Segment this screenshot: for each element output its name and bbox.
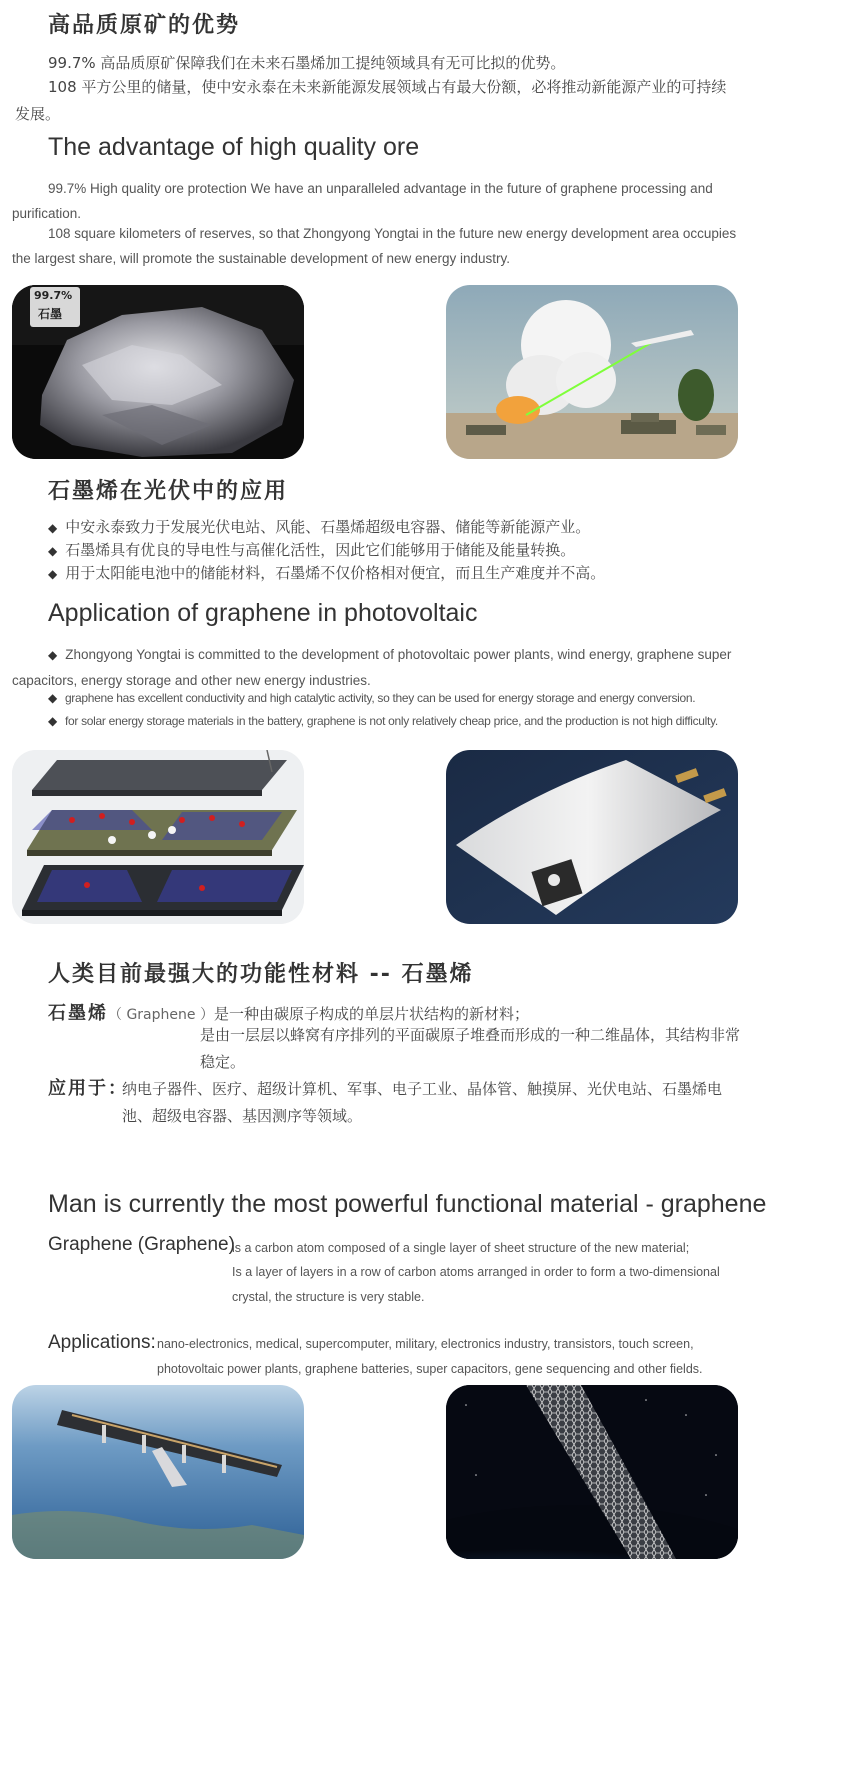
bullet-diamond-icon: ◆ xyxy=(48,648,58,662)
section2-title-cn: 石墨烯在光伏中的应用 xyxy=(48,479,289,504)
section2-bullet-en-2-text: graphene has excellent conductivity and high catalytic activity, so they can be used for energy storage and energy conversion. xyxy=(64,691,696,705)
bullet-diamond-icon: ◆ xyxy=(48,567,58,581)
section1-title-en: The advantage of high quality ore xyxy=(48,133,420,161)
section2-bullet-cn-3 xyxy=(48,560,748,588)
bullet-diamond-icon: ◆ xyxy=(48,521,58,535)
ore-label-text: 石墨 xyxy=(38,307,63,321)
applications-lead-en xyxy=(48,1332,156,1354)
section2-title-en: Application of graphene in photovoltaic xyxy=(48,599,478,627)
section1-para1-en: 99.7% High quality ore protection We have an unparalleled advantage in the future of graphene processing and purification. xyxy=(12,181,713,221)
graphene-lead-en xyxy=(48,1234,235,1256)
section1-para2-cn: 108 平方公里的储量，使中安永泰在未来新能源发展领域占有最大份额，必将推动新能源产业的可持续发展。 xyxy=(15,78,727,123)
graphene-def1-en: is a carbon atom composed of a single layer of sheet structure of the new material; xyxy=(232,1241,690,1255)
applications-lead-en-text: Applications: xyxy=(48,1332,156,1353)
graphene-layers-diagram-image xyxy=(12,750,304,924)
graphene-lead-cn: 石墨烯 xyxy=(48,1003,108,1024)
graphene-def1-cn: 是一种由碳原子构成的单层片状结构的新材料； xyxy=(213,1005,529,1023)
section2-bullet-cn-1-text: 中安永泰致力于发展光伏电站、风能、石墨烯超级电容器、储能等新能源产业。 xyxy=(65,518,591,536)
graphene-lead-en-text: Graphene (Graphene) xyxy=(48,1234,235,1255)
flexible-graphene-sheet-image xyxy=(446,750,738,924)
bullet-diamond-icon: ◆ xyxy=(48,544,58,558)
section1-para2-en: 108 square kilometers of reserves, so that Zhongyong Yongtai in the future new energy development area occupies the largest share, will promote the sustainable development of new energy industry. xyxy=(12,226,737,266)
graphene-def2-cn: 是由一层层以蜂窝有序排列的平面碳原子堆叠而形成的一种二维晶体，其结构非常稳定。 xyxy=(200,1026,741,1071)
graphene-def2-en: Is a layer of layers in a row of carbon atoms arranged in order to form a two-dimensional crystal, the structure is very stable. xyxy=(232,1265,720,1304)
section3-title-cn: 人类目前最强大的功能性材料 -- 石墨烯 xyxy=(48,962,474,987)
bullet-diamond-icon: ◆ xyxy=(48,691,57,705)
section2-bullet-cn-2-text: 石墨烯具有优良的导电性与高催化活性，因此它们能够用于储能及能量转换。 xyxy=(65,541,576,559)
section3-title-en: Man is currently the most powerful functional material - graphene xyxy=(48,1190,767,1218)
graphite-ore-image xyxy=(12,285,304,459)
applications-list-en: nano-electronics, medical, supercomputer, military, electronics industry, transistors, touch screen, photovoltaic power plants, graphene batteries, super capacitors, gene sequencing and other fields. xyxy=(157,1337,703,1376)
section2-bullet-en-3-text: for solar energy storage materials in the battery, graphene is not only relatively cheap price, and the production is not high difficulty. xyxy=(64,714,718,728)
section1-para1-cn: 99.7% 高品质原矿保障我们在未来石墨烯加工提纯领域具有无可比拟的优势。 xyxy=(48,54,566,72)
graphene-paren: （ Graphene ） xyxy=(108,1007,214,1023)
section2-bullet-en-1-text: Zhongyong Yongtai is committed to the development of photovoltaic power plants, wind energy, graphene super capacitors, energy storage and other new energy industries. xyxy=(12,647,732,688)
applications-list-cn: 纳电子器件、医疗、超级计算机、军事、电子工业、晶体管、触摸屏、光伏电站、石墨烯电池、超级电容器、基因测序等领域。 xyxy=(122,1080,723,1125)
section1-title-cn: 高品质原矿的优势 xyxy=(48,13,241,38)
military-laser-image xyxy=(446,285,738,459)
solar-aircraft-image xyxy=(12,1385,304,1559)
section2-bullet-en-2 xyxy=(48,686,738,711)
section2-bullet-en-3 xyxy=(48,709,738,734)
applications-lead-cn: 应用于： xyxy=(48,1078,128,1099)
section2-bullet-cn-3-text: 用于太阳能电池中的储能材料，石墨烯不仅价格相对便宜，而且生产难度并不高。 xyxy=(65,564,606,582)
carbon-nanotube-space-image xyxy=(446,1385,738,1559)
ore-label-percent: 99.7% xyxy=(34,289,73,302)
bullet-diamond-icon: ◆ xyxy=(48,714,57,728)
